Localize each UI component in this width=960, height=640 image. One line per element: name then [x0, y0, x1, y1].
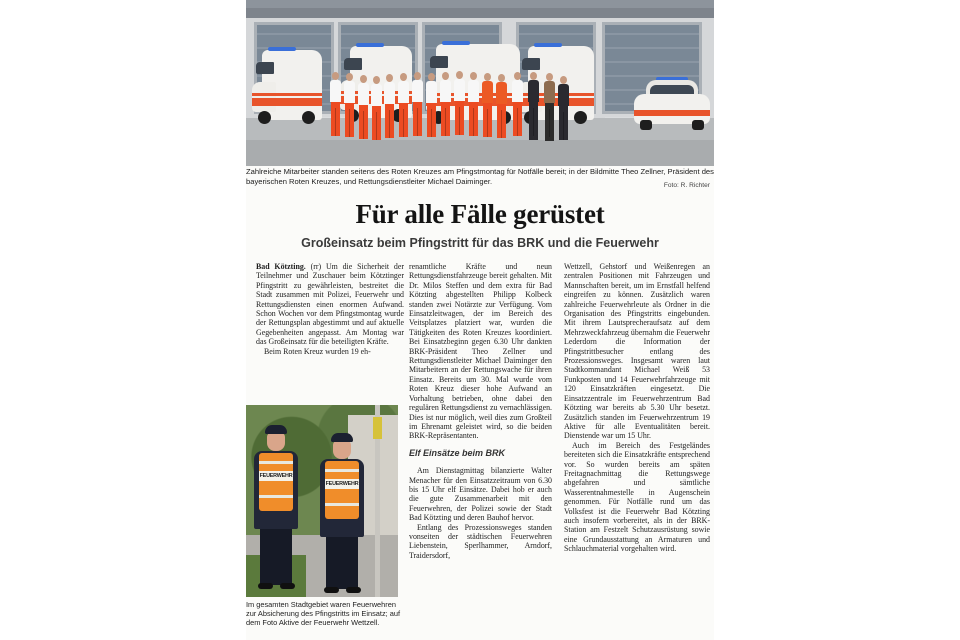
article-paragraph: Am Dienstagmittag bilanzierte Walter Menacher für den Einsatzzeitraum von 6.30 bis 15 Uhr elf Einsätze. Dabei hob er auch die gute Zusammenarbeit mit den Feuerwehren, der Polizei sowie der Stadt Bad Kötzting und deren Bauhof hervor. — [409, 466, 552, 523]
article-paragraph: renamtliche Kräfte und neun Rettungsdienstfahrzeuge bereit gehalten. Mit Dr. Milos Steffen und dem extra für Bad Kötzting abgestellten Philipp Kolbeck standen zwei Notärzte zur Verfügung. Vom Einsatzleitwagen, der im Bereich des Veitsplatzes platziert war, wurden die Tätigkeiten des Roten Kreuzes koordiniert. Bei Einsatzbeginn gegen 6.30 Uhr dankten BRK-Präsident Theo Zellner und Rettungsdienstleiter Michael Daiminger den Mitarbeitern an der Rettungswache für ihren Einsatz. Bereits um 30. Mal wurde vom Roten Kreuz dieser hohe Aufwand an Vorhaltung betrieben, ohne dabei den regulären Rettungsdienst zu vernachlässigen. Dies ist nur möglich, weil dies zum Großteil im Ehrenamt geleistet wird, so die beiden BRK-Repräsentanten. — [409, 262, 552, 441]
vest-label: FEUERWEHR — [259, 473, 293, 479]
person — [468, 72, 479, 138]
team-photo — [246, 0, 714, 166]
person — [544, 73, 555, 143]
person — [330, 72, 341, 138]
article-paragraph: Auch im Bereich des Festgeländes bereiteten sich die Einsatzkräfte entsprechend vor. So wurden bereits am späten Freitagnachmittag die Rettungswege abgefahren und sämtliche Wasserentnahmestelle in Augenschein genommen. Für Notfälle rund um das Volksfest ist die Feuerwehr Bad Kötzting auch insofern vorbereitet, als in der BRK-Station am Festzelt Schutzausrüstung sowie eine Grundausstattung an Armaturen und Schlauchmaterial vorgehalten wird. — [564, 440, 710, 554]
person — [528, 72, 539, 142]
person — [482, 73, 493, 139]
firefighters-photo — [246, 405, 398, 597]
person — [440, 72, 451, 138]
ambulance — [262, 50, 322, 120]
subheadline: Großeinsatz beim Pfingstritt für das BRK und die Feuerwehr — [301, 236, 659, 250]
article-paragraph: Beim Roten Kreuz wurden 19 eh- — [264, 346, 371, 356]
article-paragraph: (rr) Um die Sicherheit der Teilnehmer und Zuschauer beim Kötztinger Pfingstritt zu gewährleisten, bestreitet die Stadt zusammen mit Polizei, Feuerwehr und Rettungsdiensten einen enormen Aufwand. Schon Wochen vor dem Pfingstmontag wurde der Rettungsplan abgestimmt und auf aktuelle Gegebenheiten angepasst. Am Montag war das Großeinsatz für die beteiligten Kräfte. — [256, 262, 404, 347]
article-column-2 — [409, 262, 552, 560]
person — [398, 73, 409, 139]
article-column-1 — [256, 262, 404, 356]
vest-label: FEUERWEHR — [325, 481, 359, 487]
person — [384, 74, 395, 140]
headline: Für alle Fälle gerüstet — [355, 199, 605, 229]
article-paragraph: Entlang des Prozessionsweges standen vonseiten der städtischen Feuerwehren Liebenstein, Sperlhammer, Arndorf, Traidersdorf, — [409, 522, 552, 560]
photo-caption: Zahlreiche Mitarbeiter standen seitens des Roten Kreuzes am Pfingstmontag für Notfälle bereit; in der Bildmitte Theo Zellner, Präsident des bayerischen Roten Kreuzes, und Rettungsdienstleiter Michael Daiminger. — [246, 167, 714, 186]
person — [512, 72, 523, 138]
article-column-3 — [564, 262, 710, 554]
firefighter — [252, 411, 300, 591]
person — [496, 74, 507, 140]
newspaper-page — [246, 0, 714, 640]
article-paragraph: Wettzell, Gehstorf und Weißenregen an zentralen Positionen mit Fahrzeugen und Mannschaften bereit, um im Ernstfall helfend eingreifen zu können. Zusätzlich waren zahlreiche Feuerwehrleute als Ordner in die Organisation des Pfingstritts eingebunden. Mit ihrem Lautsprecheraufsatz auf dem Mehrzweckfahrzeug übernahm die Feuerwehr Lederdorn die Information der Pfingstrittbesucher entlang des Prozessionsweges. Insgesamt waren laut Stadtkommandant Michael Weiß 53 Funkposten und 14 Feuerwehrfahrzeuge mit 120 Einsatzkräften eingesetzt. Die Einsatzzentrale im Feuerwehrzentrum Bad Kötzting war bereits ab 5.30 Uhr besetzt. Zusätzlich standen im Feuerwehrzentrum 19 Aktive für alle Eventualitäten bereit. Dienstende war um 15 Uhr. — [564, 262, 710, 441]
road-sign — [373, 417, 382, 439]
person — [412, 72, 423, 138]
person — [558, 76, 569, 142]
person — [426, 73, 437, 139]
dateline: Bad Kötzting. — [256, 262, 306, 271]
person — [358, 75, 369, 141]
emergency-car — [634, 80, 710, 132]
person — [344, 73, 355, 139]
person — [371, 76, 382, 142]
crosshead: Elf Einsätze beim BRK — [409, 447, 506, 458]
photo-credit: Foto: R. Richter — [663, 182, 710, 189]
photo-caption-firefighters: Im gesamten Stadtgebiet waren Feuerwehren zur Absicherung des Pfingstritts im Einsatz; auf dem Foto Aktive der Feuerwehr Wettzell. — [246, 600, 401, 628]
firefighter — [318, 419, 366, 597]
person — [454, 71, 465, 137]
